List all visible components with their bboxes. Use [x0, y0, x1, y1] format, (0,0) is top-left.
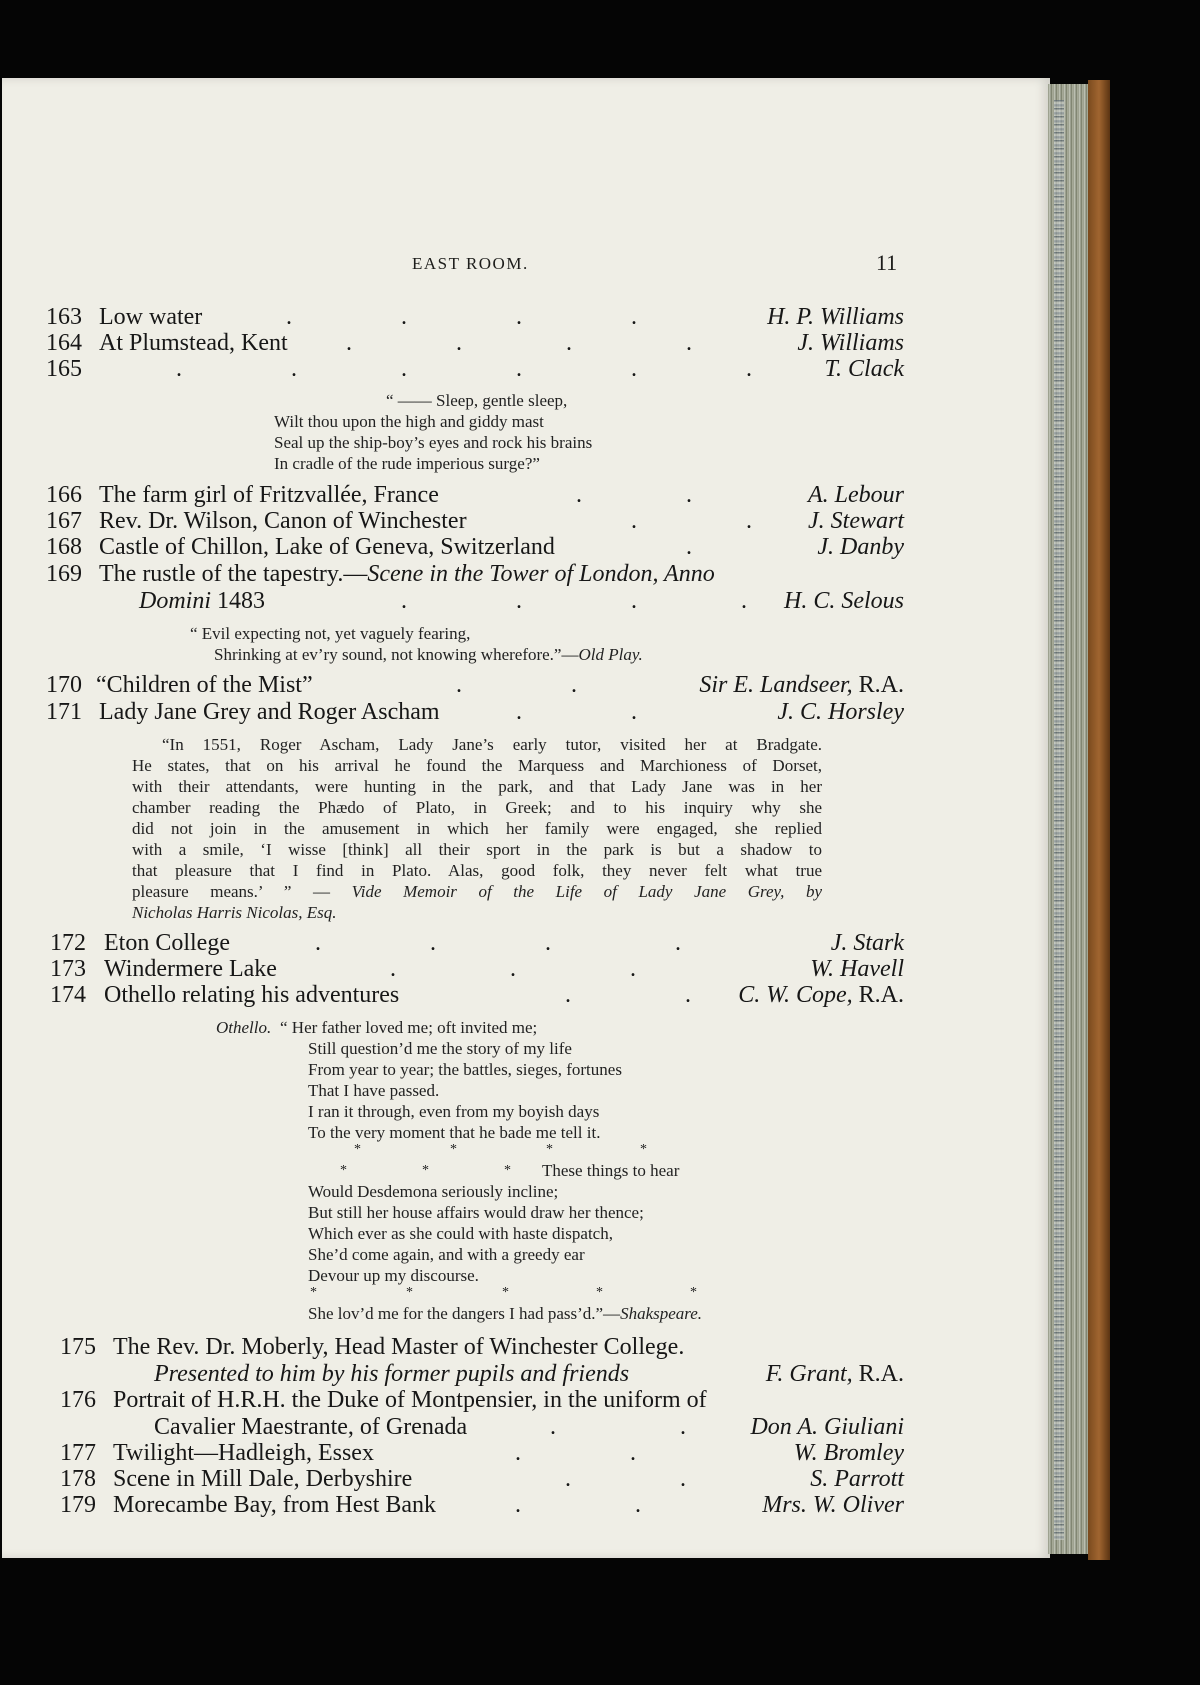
asterism: * — [406, 1285, 413, 1300]
entry-number: 174 — [50, 982, 86, 1008]
entry-artist: C. W. Cope, R.A. — [738, 982, 904, 1008]
quote-line: “ Her father loved me; oft invited me; — [280, 1018, 538, 1037]
quote-speaker: Othello. — [216, 1018, 272, 1037]
entry-artist: J. Stewart — [808, 508, 904, 534]
leader-dots: . . — [565, 1466, 686, 1492]
book-page — [2, 78, 1050, 1558]
asterism: * — [640, 1142, 647, 1157]
quote-line: From year to year; the battles, sieges, fortunes — [308, 1060, 622, 1079]
catalogue-entry — [46, 508, 904, 536]
asterism: * — [354, 1142, 361, 1157]
verse-quote — [216, 1017, 816, 1323]
entry-artist: J. Stark — [830, 930, 904, 956]
asterism: * — [502, 1285, 509, 1300]
note-line: that pleasure that I find in Plato. Alas, good folk, they never felt what true — [132, 861, 822, 880]
entry-title: Lady Jane Grey and Roger Ascham — [99, 699, 440, 725]
entry-artist: Mrs. W. Oliver — [762, 1492, 904, 1518]
note-line: with a smile, ‘I wisse [think] all their sport in the park is but a shadow to — [132, 840, 822, 859]
catalogue-entry-continuation — [60, 1414, 904, 1442]
leader-dots: . . . . — [315, 930, 681, 956]
leader-dots: . . — [576, 482, 692, 508]
entry-number: 165 — [46, 356, 82, 382]
entry-artist: J. Williams — [797, 330, 904, 356]
catalogue-entry — [60, 1492, 904, 1520]
book-cover — [1088, 80, 1110, 1560]
quote-line: But still her house affairs would draw her thence; — [308, 1203, 644, 1222]
entry-continuation: Presented to him by his former pupils and friends — [154, 1361, 630, 1387]
quote-line: She’d come again, and with a greedy ear — [308, 1245, 585, 1264]
leader-dots: . . . — [390, 956, 636, 982]
historical-note — [132, 734, 822, 923]
entry-artist: H. C. Selous — [784, 588, 904, 614]
leader-dots: . — [686, 534, 692, 560]
asterism: * — [504, 1163, 511, 1178]
note-line: chamber reading the Phædo of Plato, in Greek; and to his inquiry why she — [132, 798, 822, 817]
room-title: EAST ROOM. — [412, 254, 529, 273]
quote-line: To the very moment that he bade me tell it. — [308, 1123, 601, 1142]
quote-line: “ —— Sleep, gentle sleep, — [386, 391, 568, 410]
catalogue-entry — [46, 699, 904, 727]
catalogue-entry — [46, 304, 904, 332]
quote-line: That I have passed. — [308, 1081, 440, 1100]
entry-artist: J. C. Horsley — [777, 699, 904, 725]
entry-continuation: Cavalier Maestrante, of Grenada — [154, 1414, 468, 1440]
asterism: * — [422, 1163, 429, 1178]
entry-artist: A. Lebour — [808, 482, 904, 508]
quote-line: These things to hear — [542, 1161, 680, 1180]
entry-title: Twilight—Hadleigh, Essex — [113, 1440, 374, 1466]
entry-number: 163 — [46, 304, 82, 330]
quote-line: In cradle of the rude imperious surge?” — [274, 454, 540, 473]
entry-number: 176 — [60, 1387, 96, 1413]
entry-number: 178 — [60, 1466, 96, 1492]
asterism: * — [450, 1142, 457, 1157]
leader-dots: . . . . . . — [176, 356, 752, 382]
asterism: * — [340, 1163, 347, 1178]
entry-number: 177 — [60, 1440, 96, 1466]
marbled-edge — [1054, 100, 1064, 1540]
catalogue-entry — [46, 356, 904, 384]
entry-title: “Children of the Mist” — [96, 672, 313, 698]
entry-title: Windermere Lake — [104, 956, 277, 982]
quote-line: Would Desdemona seriously incline; — [308, 1182, 559, 1201]
entry-title: The rustle of the tapestry.—Scene in the Tower of London, Anno — [99, 561, 715, 587]
quote-line: Wilt thou upon the high and giddy mast — [274, 412, 544, 431]
quote-line: Seal up the ship-boy’s eyes and rock his brains — [274, 433, 593, 452]
catalogue-entry — [60, 1387, 904, 1415]
entry-title: The Rev. Dr. Moberly, Head Master of Winchester College. — [113, 1334, 685, 1360]
entry-title: Scene in Mill Dale, Derbyshire — [113, 1466, 413, 1492]
entry-title: Portrait of H.R.H. the Duke of Montpensier, in the uniform of — [113, 1387, 707, 1413]
entry-number: 167 — [46, 508, 82, 534]
asterism: * — [596, 1285, 603, 1300]
quote-line: Still question’d me the story of my life — [308, 1039, 572, 1058]
note-line: Nicholas Harris Nicolas, Esq. — [132, 903, 337, 922]
page-number: 11 — [876, 250, 898, 275]
entry-artist: W. Bromley — [793, 1440, 904, 1466]
leader-dots: . . — [456, 672, 577, 698]
note-line: did not join in the amusement in which her family were engaged, she replied — [132, 819, 822, 838]
entry-artist: W. Havell — [810, 956, 904, 982]
entry-number: 168 — [46, 534, 82, 560]
catalogue-entry — [60, 1440, 904, 1468]
catalogue-entry — [46, 482, 904, 510]
catalogue-entry-continuation — [60, 1361, 904, 1389]
leader-dots: . . — [631, 508, 752, 534]
note-line: “In 1551, Roger Ascham, Lady Jane’s early tutor, visited her at Bradgate. — [162, 735, 822, 754]
entry-number: 171 — [46, 699, 82, 725]
quote-line: “ Evil expecting not, yet vaguely fearing, — [190, 624, 471, 643]
entry-artist: S. Parrott — [810, 1466, 904, 1492]
leader-dots: . . . . — [286, 304, 637, 330]
catalogue-entry — [46, 672, 904, 700]
entry-artist: J. Danby — [817, 534, 904, 560]
catalogue-entry — [50, 956, 904, 984]
catalogue-entry — [50, 930, 904, 958]
entry-artist: T. Clack — [824, 356, 904, 382]
entry-number: 166 — [46, 482, 82, 508]
catalogue-entry — [60, 1334, 904, 1362]
asterism: * — [546, 1142, 553, 1157]
entry-number: 172 — [50, 930, 86, 956]
verse-quote — [274, 390, 694, 476]
leader-dots: . . . . — [401, 588, 747, 614]
entry-number: 164 — [46, 330, 82, 356]
quote-line: Shrinking at ev’ry sound, not knowing wherefore.”—Old Play. — [214, 645, 643, 664]
catalogue-entry-continuation — [46, 588, 904, 616]
entry-number: 169 — [46, 561, 82, 587]
entry-title: Othello relating his adventures — [104, 982, 400, 1008]
running-header — [2, 250, 1050, 278]
entry-number: 170 — [46, 672, 82, 698]
asterism: * — [690, 1285, 697, 1300]
entry-title: Eton College — [104, 930, 230, 956]
entry-artist: Sir E. Landseer, R.A. — [699, 672, 904, 698]
entry-title: Morecambe Bay, from Hest Bank — [113, 1492, 437, 1518]
quote-line: Which ever as she could with haste dispatch, — [308, 1224, 613, 1243]
quote-line: She lov’d me for the dangers I had pass’d.”—Shakspeare. — [308, 1304, 703, 1323]
verse-quote — [190, 623, 790, 667]
leader-dots: . . . . — [346, 330, 692, 356]
catalogue-entry — [46, 561, 904, 589]
entry-artist: H. P. Williams — [767, 304, 904, 330]
catalogue-entry — [46, 330, 904, 358]
leader-dots: . . — [515, 1440, 636, 1466]
note-line: pleasure means.’ ” — Vide Memoir of the Life of Lady Jane Grey, by — [132, 882, 823, 901]
entry-title: Rev. Dr. Wilson, Canon of Winchester — [99, 508, 467, 534]
entry-title: Low water — [99, 304, 203, 330]
leader-dots: . . — [550, 1414, 686, 1440]
entry-number: 179 — [60, 1492, 96, 1518]
entry-title: The farm girl of Fritzvallée, France — [99, 482, 439, 508]
catalogue-entry — [50, 982, 904, 1010]
entry-title: At Plumstead, Kent — [99, 330, 288, 356]
leader-dots: . . — [516, 699, 637, 725]
entry-number: 175 — [60, 1334, 96, 1360]
asterism: * — [310, 1285, 317, 1300]
catalogue-entry — [46, 534, 904, 562]
entry-artist: F. Grant, R.A. — [765, 1361, 904, 1387]
quote-source: Shakspeare. — [620, 1304, 703, 1323]
catalogue-entry — [60, 1466, 904, 1494]
note-line: He states, that on his arrival he found the Marquess and Marchioness of Dorset, — [132, 756, 822, 775]
entry-continuation: Domini 1483 — [139, 588, 265, 614]
leader-dots: . . — [515, 1492, 641, 1518]
quote-line: I ran it through, even from my boyish days — [308, 1102, 600, 1121]
note-line: with their attendants, were hunting in the park, and that Lady Jane was in her — [132, 777, 822, 796]
quote-line: Devour up my discourse. — [308, 1266, 479, 1285]
quote-source: Old Play. — [578, 645, 643, 664]
entry-number: 173 — [50, 956, 86, 982]
entry-title: Castle of Chillon, Lake of Geneva, Switzerland — [99, 534, 555, 560]
entry-artist: Don A. Giuliani — [750, 1414, 904, 1440]
leader-dots: . . — [565, 982, 691, 1008]
